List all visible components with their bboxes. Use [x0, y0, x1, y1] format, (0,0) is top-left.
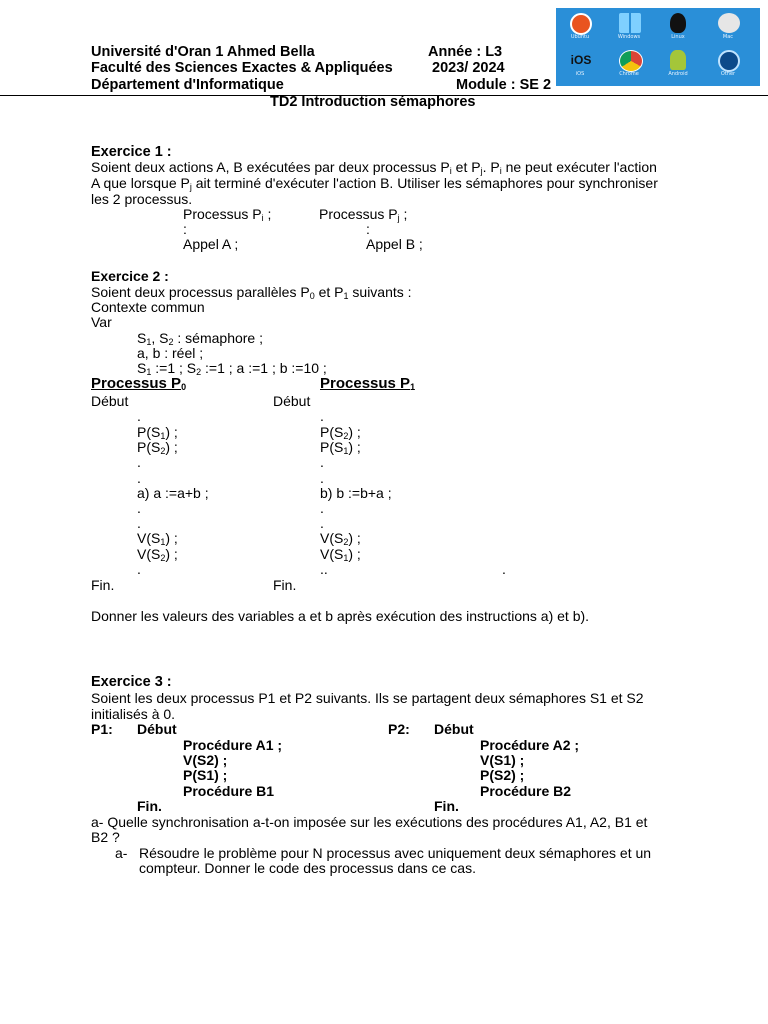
ex1-colon-i: : — [183, 221, 187, 237]
ex1-proc-i: Processus $P_i$ ; — [183, 206, 272, 223]
ex2-p0-dot: . — [137, 500, 141, 516]
ex1-line1: Soient deux actions A, B exécutées par deux processus $P_i$ et $P_j$. $P_i$ ne peut exécuter l'action — [91, 159, 657, 176]
ex2-var: Var — [91, 314, 112, 330]
ex3-p1-line: Procédure A1 ; — [183, 737, 283, 753]
document-title: TD2 Introduction sémaphores — [270, 94, 476, 110]
ex2-p1-fin: Fin. — [273, 577, 297, 593]
ex3-question-b1: Résoudre le problème pour N processus avec uniquement deux sémaphores et un — [139, 845, 652, 861]
ex3-p2-label: P2: — [388, 721, 410, 737]
ex2-p0-fin: Fin. — [91, 577, 115, 593]
ex2-p0-v-s2: $V(S_2)$ ; — [137, 546, 178, 563]
ex3-p2-line: P(S2) ; — [480, 767, 525, 783]
ex3-p1-line: V(S2) ; — [183, 752, 228, 768]
ex2-p0-dot: . — [137, 470, 141, 486]
ex3-question-b-label: a- — [115, 845, 128, 861]
ex2-p1-debut: Début — [273, 393, 311, 409]
ubuntu-icon: Ubuntu — [560, 11, 600, 43]
academic-year: 2023/ 2024 — [432, 60, 505, 76]
university-name: Université d'Oran 1 Ahmed Bella — [91, 44, 315, 60]
ex2-p1-dot: . — [320, 500, 324, 516]
ex3-p1-label: P1: — [91, 721, 113, 737]
ex3-p2-line: V(S1) ; — [480, 752, 525, 768]
module-label: Module : SE 2 — [456, 77, 552, 93]
ex2-p1-dot: . — [320, 470, 324, 486]
ex2-title: Exercice 2 : — [91, 268, 169, 284]
ex2-p0-p-s1: $P(S_1)$ ; — [137, 424, 178, 441]
ex2-p1-p-s1: $P(S_1)$ ; — [320, 439, 361, 456]
ex2-question: Donner les valeurs des variables a et b après exécution des instructions a) et b). — [91, 608, 590, 624]
ex3-p2-fin: Fin. — [434, 798, 459, 814]
windows-icon: Windows — [609, 11, 649, 43]
ex1-line3: les 2 processus. — [91, 191, 193, 207]
ex2-p0-v-s1: $V(S_1)$ ; — [137, 530, 178, 547]
year-label: Année : L3 — [428, 44, 503, 60]
ex2-p1-instr-b: b) b :=b+a ; — [320, 485, 392, 501]
os-logos-banner — [556, 8, 760, 86]
ex2-decl-semaphores: $S_1$, $S_2$ : sémaphore ; — [137, 330, 263, 347]
ex1-colon-j: : — [366, 221, 370, 237]
ex2-p0-dot: . — [137, 561, 141, 577]
ex2-p0-dot: . — [137, 454, 141, 470]
ex2-decl-reals: a, b : réel ; — [137, 345, 204, 361]
faculty-name: Faculté des Sciences Exactes & Appliquées — [91, 60, 393, 76]
ex3-question-a2: B2 ? — [91, 829, 120, 845]
android-icon: Android — [658, 48, 698, 80]
ex2-p1-dot: . — [320, 454, 324, 470]
ex3-title: Exercice 3 : — [91, 674, 172, 690]
ex2-p0-title: Processus $P_0$ — [91, 375, 187, 392]
ex2-p1-v-s2: $V(S_2)$ ; — [320, 530, 361, 547]
ex3-p1-debut: Début — [137, 721, 177, 737]
ex3-p2-line: Procédure B2 — [480, 783, 572, 799]
ex2-p0-debut: Début — [91, 393, 129, 409]
chrome-icon: Chrome — [609, 48, 649, 80]
ex2-p1-title: Processus $P_1$ — [320, 375, 416, 392]
ex2-p1-dot: . — [320, 408, 324, 424]
ex1-title: Exercice 1 : — [91, 144, 172, 160]
ex3-question-a1: a- Quelle synchronisation a-t-on imposée sur les exécutions des procédures A1, A2, B1 et — [91, 814, 648, 830]
ex2-p1-p-s2: $P(S_2)$ ; — [320, 424, 361, 441]
ex2-p0-p-s2: $P(S_2)$ ; — [137, 439, 178, 456]
department-name: Département d'Informatique — [91, 77, 284, 93]
ex3-p1-line: Procédure B1 — [183, 783, 275, 799]
ex2-contexte: Contexte commun — [91, 299, 205, 315]
apple-icon: Mac — [708, 11, 748, 43]
ex2-init: $S_1$ :=1 ; $S_2$ :=1 ; a :=1 ; b :=10 ; — [137, 360, 327, 377]
ex2-p1-v-s1: $V(S_1)$ ; — [320, 546, 361, 563]
ex2-p0-instr-a: a) a :=a+b ; — [137, 485, 209, 501]
ex3-p2-debut: Début — [434, 721, 474, 737]
ex2-intro: Soient deux processus parallèles $P_0$ et $P_1$ suivants : — [91, 284, 412, 301]
linux-icon: Linux — [658, 11, 698, 43]
ex3-p2-line: Procédure A2 ; — [480, 737, 580, 753]
ex3-p1-line: P(S1) ; — [183, 767, 228, 783]
ex3-p1-fin: Fin. — [137, 798, 162, 814]
ex3-intro1: Soient les deux processus P1 et P2 suivants. Ils se partagent deux sémaphores S1 et S2 — [91, 690, 644, 706]
other-os-icon: Other — [708, 48, 748, 80]
ex2-p0-dot: . — [137, 515, 141, 531]
ex3-intro2: initialisés à 0. — [91, 706, 176, 722]
ex1-call-b: Appel B ; — [366, 236, 423, 252]
ex2-stray-dot: . — [502, 561, 506, 577]
ex2-p1-dot: . — [320, 515, 324, 531]
ios-icon: iOS iOS — [570, 53, 592, 77]
ex1-call-a: Appel A ; — [183, 236, 239, 252]
ex1-proc-j: Processus $P_j$ ; — [319, 206, 408, 223]
ex3-question-b2: compteur. Donner le code des processus dans ce cas. — [139, 860, 476, 876]
ex2-p0-dot: . — [137, 408, 141, 424]
ex1-line2: A que lorsque $P_j$ ait terminé d'exécuter l'action B. Utiliser les sémaphores pour synchroniser — [91, 175, 658, 192]
ex2-p1-dots: .. — [320, 561, 328, 577]
